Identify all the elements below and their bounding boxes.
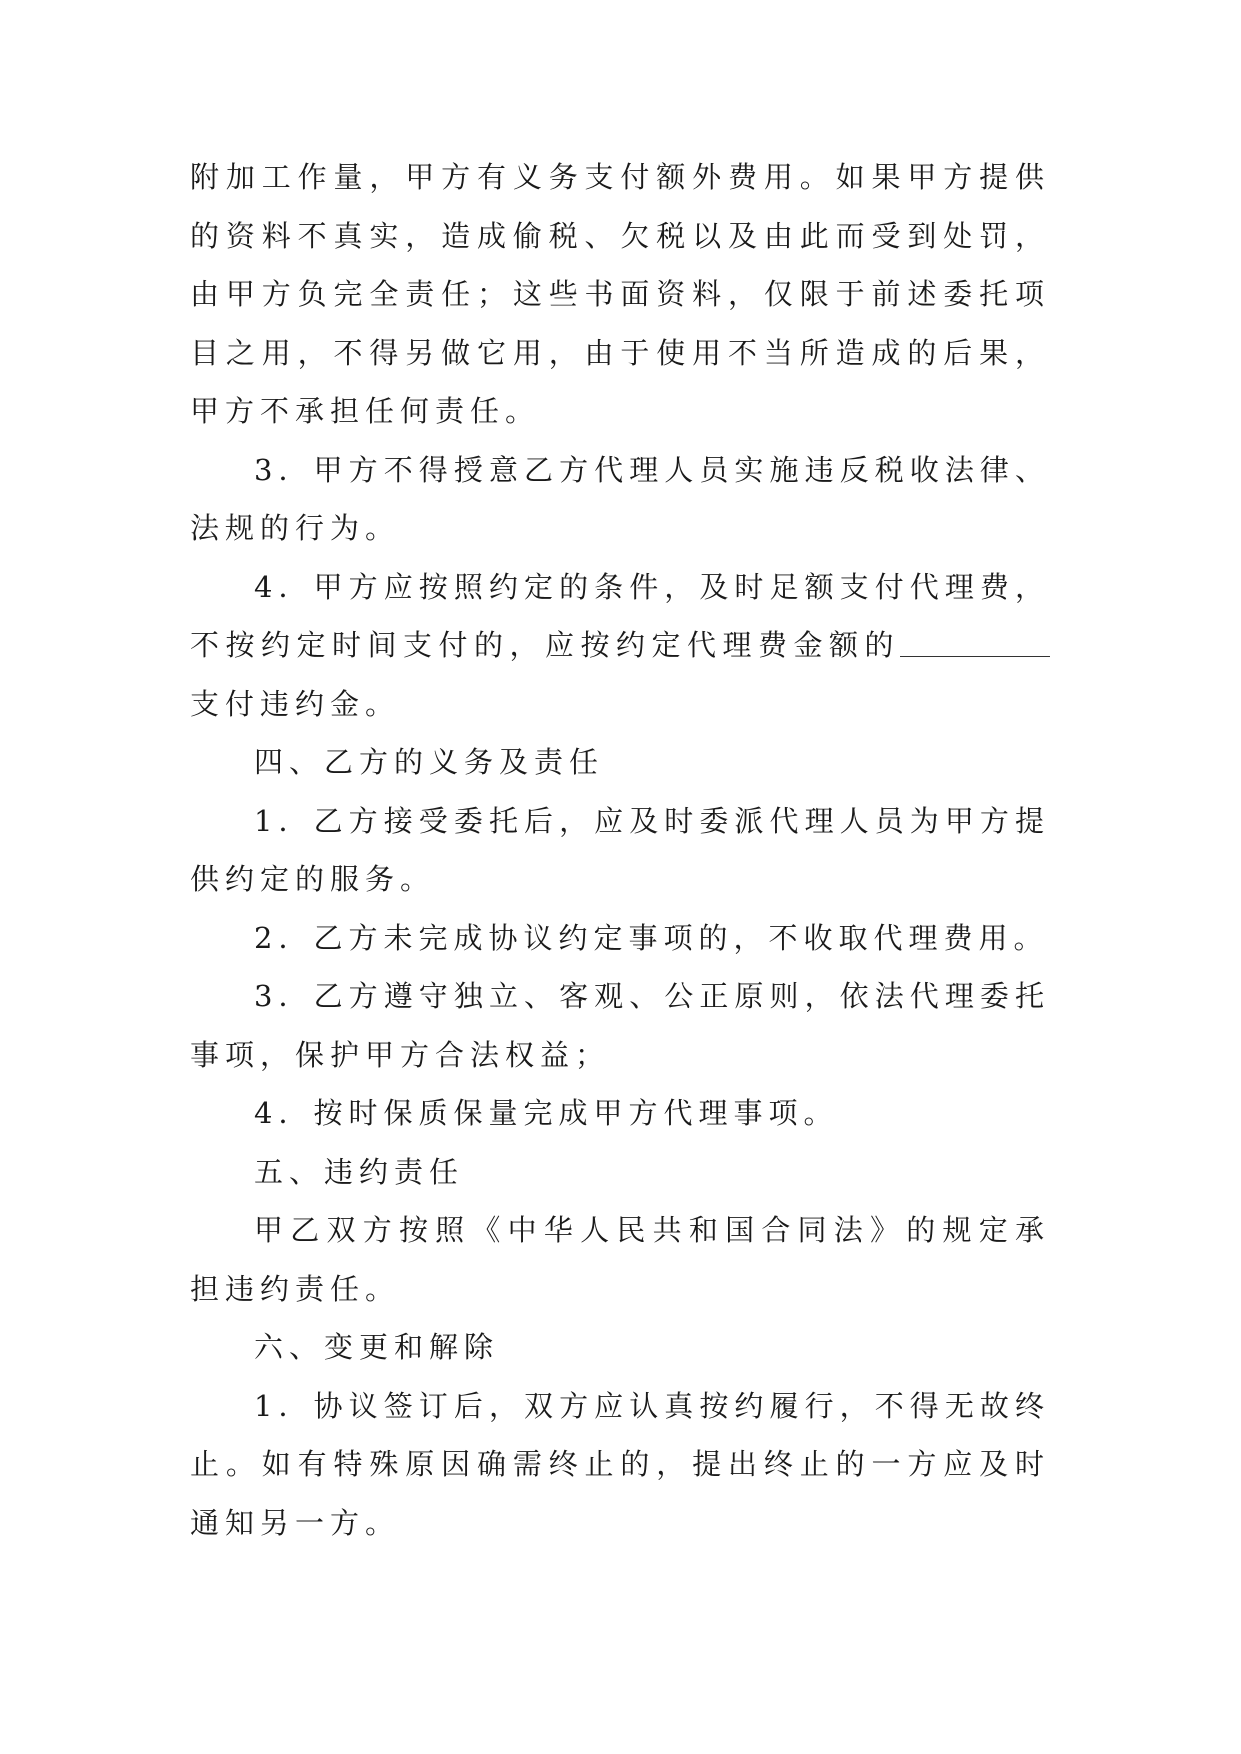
section-heading-agent-obligations: 四、乙方的义务及责任 [254, 745, 605, 779]
paragraph-client-obligation-3: 3．甲方不得授意乙方代理人员实施违反税收法律、法规的行为。 [190, 452, 1050, 545]
paragraph-agent-obligation-4: 4．按时保质保量完成甲方代理事项。 [254, 1096, 839, 1130]
paragraph-text-after-blank: 支付违约金。 [190, 686, 401, 721]
paragraph-client-obligation-4 [190, 558, 1050, 734]
paragraph-client-materials: 附加工作量，甲方有义务支付额外费用。如果甲方提供的资料不真实，造成偷税、欠税以及由此而受到处罚，由甲方负完全责任；这些书面资料，仅限于前述委托项目之用，不得另做它用，由于使用不当所造成的后果，甲方不承担任何责任。 [190, 160, 1050, 428]
paragraph-agent-obligation-2: 2．乙方未完成协议约定事项的，不收取代理费用。 [254, 920, 1049, 955]
section-heading-breach-liability: 五、违约责任 [254, 1154, 465, 1189]
document-page [190, 148, 1050, 1552]
paragraph-text-before-blank: 4．甲方应按照约定的条件，及时足额支付代理费，不按约定时间支付的，应按约定代理费金额的 [190, 569, 1050, 662]
section-heading-change-termination: 六、变更和解除 [254, 1330, 500, 1364]
paragraph-breach-liability: 甲乙双方按照《中华人民共和国合同法》的规定承担违约责任。 [190, 1213, 1050, 1306]
paragraph-agent-obligation-1: 1．乙方接受委托后，应及时委派代理人员为甲方提供约定的服务。 [190, 803, 1050, 896]
paragraph-agent-obligation-3: 3．乙方遵守独立、客观、公正原则，依法代理委托事项，保护甲方合法权益； [190, 979, 1050, 1072]
paragraph-change-termination-1: 1．协议签订后，双方应认真按约履行，不得无故终止。如有特殊原因确需终止的，提出终止的一方应及时通知另一方。 [190, 1388, 1050, 1540]
fill-in-blank [900, 626, 1050, 657]
